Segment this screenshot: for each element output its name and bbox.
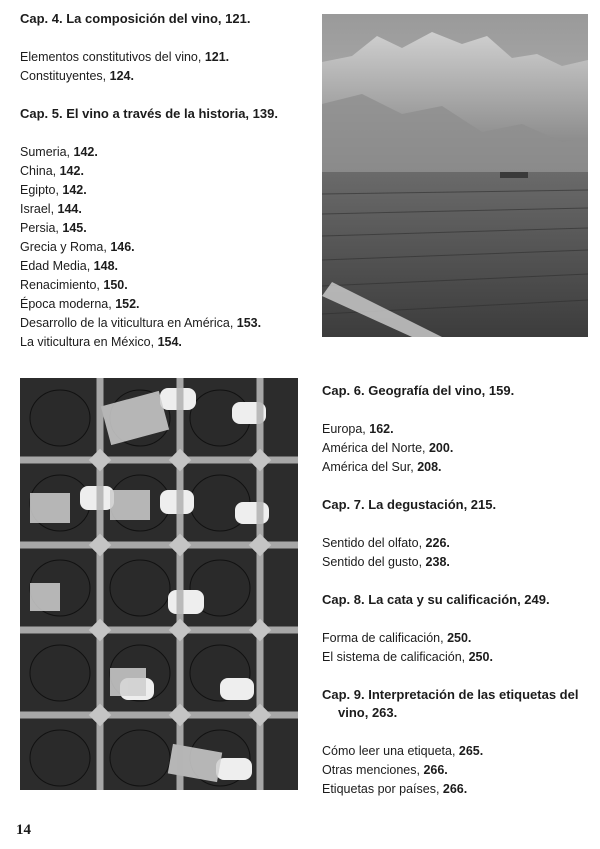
chapter-entries <box>322 629 592 667</box>
page-ref: 142. <box>73 145 98 159</box>
toc-entry: Sentido del gusto, 238. <box>322 555 450 569</box>
page-ref: 162. <box>369 422 394 436</box>
toc-entry: Edad Media, 148. <box>20 259 119 273</box>
toc-entry: Persia, 145. <box>20 221 87 235</box>
chapter-9 <box>322 686 592 799</box>
chapter-7 <box>322 496 592 572</box>
toc-entry: Sumeria, 142. <box>20 145 98 159</box>
wine-rack-photo <box>20 378 298 790</box>
toc-entry: China, 142. <box>20 164 84 178</box>
chapter-entries <box>322 420 592 477</box>
toc-entry: Europa, 162. <box>322 422 394 436</box>
page-ref: 265. <box>458 744 484 758</box>
chapter-heading: Cap. 4. La composición del vino, 121. <box>20 11 251 26</box>
page-ref: 144. <box>57 202 82 216</box>
chapter-entries <box>322 534 592 572</box>
page-ref: 200. <box>428 441 454 455</box>
page-ref: 153. <box>236 316 262 330</box>
page-ref: 266. <box>423 763 448 777</box>
chapter-6 <box>322 382 592 477</box>
chapter-heading: Cap. 5. El vino a través de la historia, 139. <box>20 106 278 121</box>
toc-entry: Renacimiento, 150. <box>20 278 128 292</box>
page-ref: 146. <box>110 240 135 254</box>
toc-left-column <box>20 10 310 352</box>
toc-entry: Época moderna, 152. <box>20 297 140 311</box>
page-ref: 250. <box>468 650 493 664</box>
chapter-heading-continuation: vino, 263. <box>338 705 398 720</box>
page-ref: 238. <box>425 555 450 569</box>
chapter-heading: Cap. 6. Geografía del vino, 159. <box>322 383 515 398</box>
toc-entry: El sistema de calificación, 250. <box>322 650 493 664</box>
toc-right-column <box>322 382 592 799</box>
page-ref: 250. <box>447 631 472 645</box>
chapter-entries <box>322 742 592 799</box>
page-ref: 121. <box>204 50 230 64</box>
toc-entry: La viticultura en México, 154. <box>20 335 182 349</box>
toc-entry: Cómo leer una etiqueta, 265. <box>322 744 484 758</box>
toc-entry: Constituyentes, 124. <box>20 69 134 83</box>
toc-entry: Forma de calificación, 250. <box>322 631 472 645</box>
chapter-heading: Cap. 8. La cata y su calificación, 249. <box>322 592 550 607</box>
page-ref: 152. <box>115 297 140 311</box>
page-ref: 266. <box>442 782 468 796</box>
toc-entry: América del Sur, 208. <box>322 460 442 474</box>
toc-entry: Etiquetas por países, 266. <box>322 782 468 796</box>
page-number: 14 <box>16 822 31 838</box>
page-ref: 208. <box>417 460 442 474</box>
chapter-4 <box>20 10 310 86</box>
page-ref: 148. <box>93 259 119 273</box>
toc-entry: Israel, 144. <box>20 202 82 216</box>
page-ref: 154. <box>157 335 182 349</box>
toc-entry: Otras menciones, 266. <box>322 763 448 777</box>
chapter-8 <box>322 591 592 667</box>
toc-entry: América del Norte, 200. <box>322 441 454 455</box>
toc-entry: Elementos constitutivos del vino, 121. <box>20 50 230 64</box>
vineyard-photo <box>322 14 588 337</box>
chapter-heading <box>322 686 592 722</box>
toc-entry: Desarrollo de la viticultura en América, 153. <box>20 316 262 330</box>
chapter-heading-line: Cap. 9. Interpretación de las etiquetas del <box>322 687 579 702</box>
chapter-entries <box>20 48 310 86</box>
toc-entry: Egipto, 142. <box>20 183 87 197</box>
chapter-heading: Cap. 7. La degustación, 215. <box>322 497 497 512</box>
page-ref: 124. <box>109 69 134 83</box>
chapter-entries <box>20 143 310 352</box>
toc-entry: Sentido del olfato, 226. <box>322 536 450 550</box>
page-ref: 142. <box>62 183 87 197</box>
page-ref: 150. <box>103 278 128 292</box>
page-ref: 226. <box>425 536 450 550</box>
toc-entry: Grecia y Roma, 146. <box>20 240 135 254</box>
page-ref: 142. <box>59 164 84 178</box>
page-ref: 145. <box>62 221 87 235</box>
chapter-5 <box>20 105 310 352</box>
